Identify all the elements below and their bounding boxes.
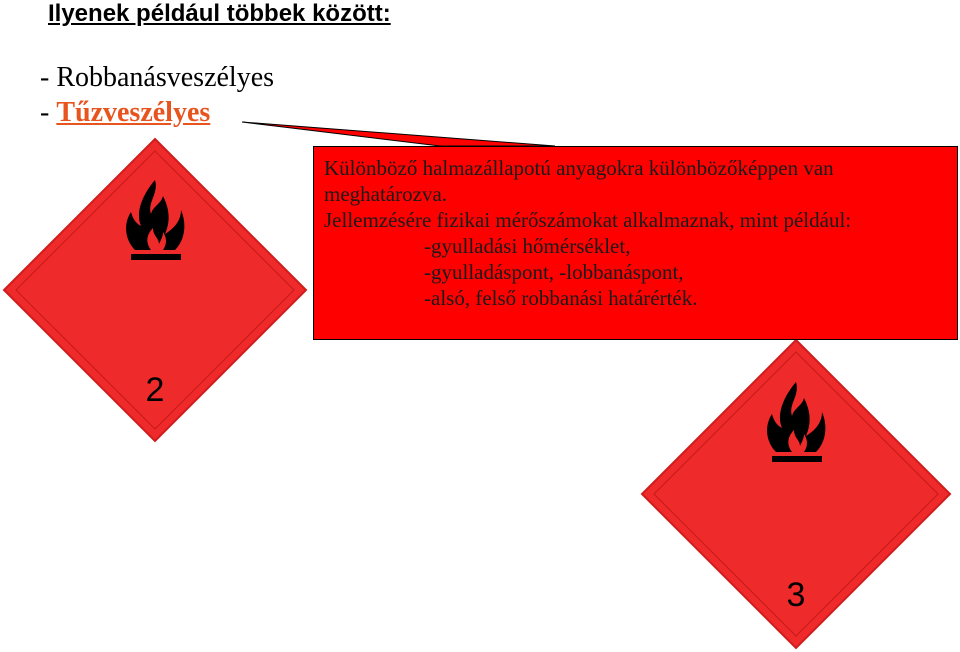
- hazard-placard-2: [0, 135, 310, 445]
- callout-subline: -gyulladáspont, -lobbanáspont,: [424, 260, 684, 284]
- placard-number: 3: [786, 576, 806, 614]
- list-item-label-highlighted: Tűzveszélyes: [56, 97, 211, 128]
- page-title: Ilyenek például többek között:: [48, 0, 391, 27]
- list-item-prefix: -: [40, 97, 57, 128]
- callout-line: meghatározva.: [324, 182, 448, 206]
- list-item-label: Robbanásveszélyes: [56, 62, 275, 93]
- callout-line: Jellemzésére fizikai mérőszámokat alkalmaznak, mint például:: [324, 208, 852, 232]
- callout-line: Különböző halmazállapotú anyagokra különbözőképpen van: [324, 156, 834, 180]
- callout-box: [313, 146, 958, 340]
- placard-number: 2: [145, 371, 165, 409]
- hazard-placard-3: [638, 336, 954, 652]
- callout-subline: -alsó, felső robbanási határérték.: [424, 286, 698, 310]
- callout-subline: -gyulladási hőmérséklet,: [424, 234, 631, 258]
- list-item-prefix: -: [40, 62, 57, 93]
